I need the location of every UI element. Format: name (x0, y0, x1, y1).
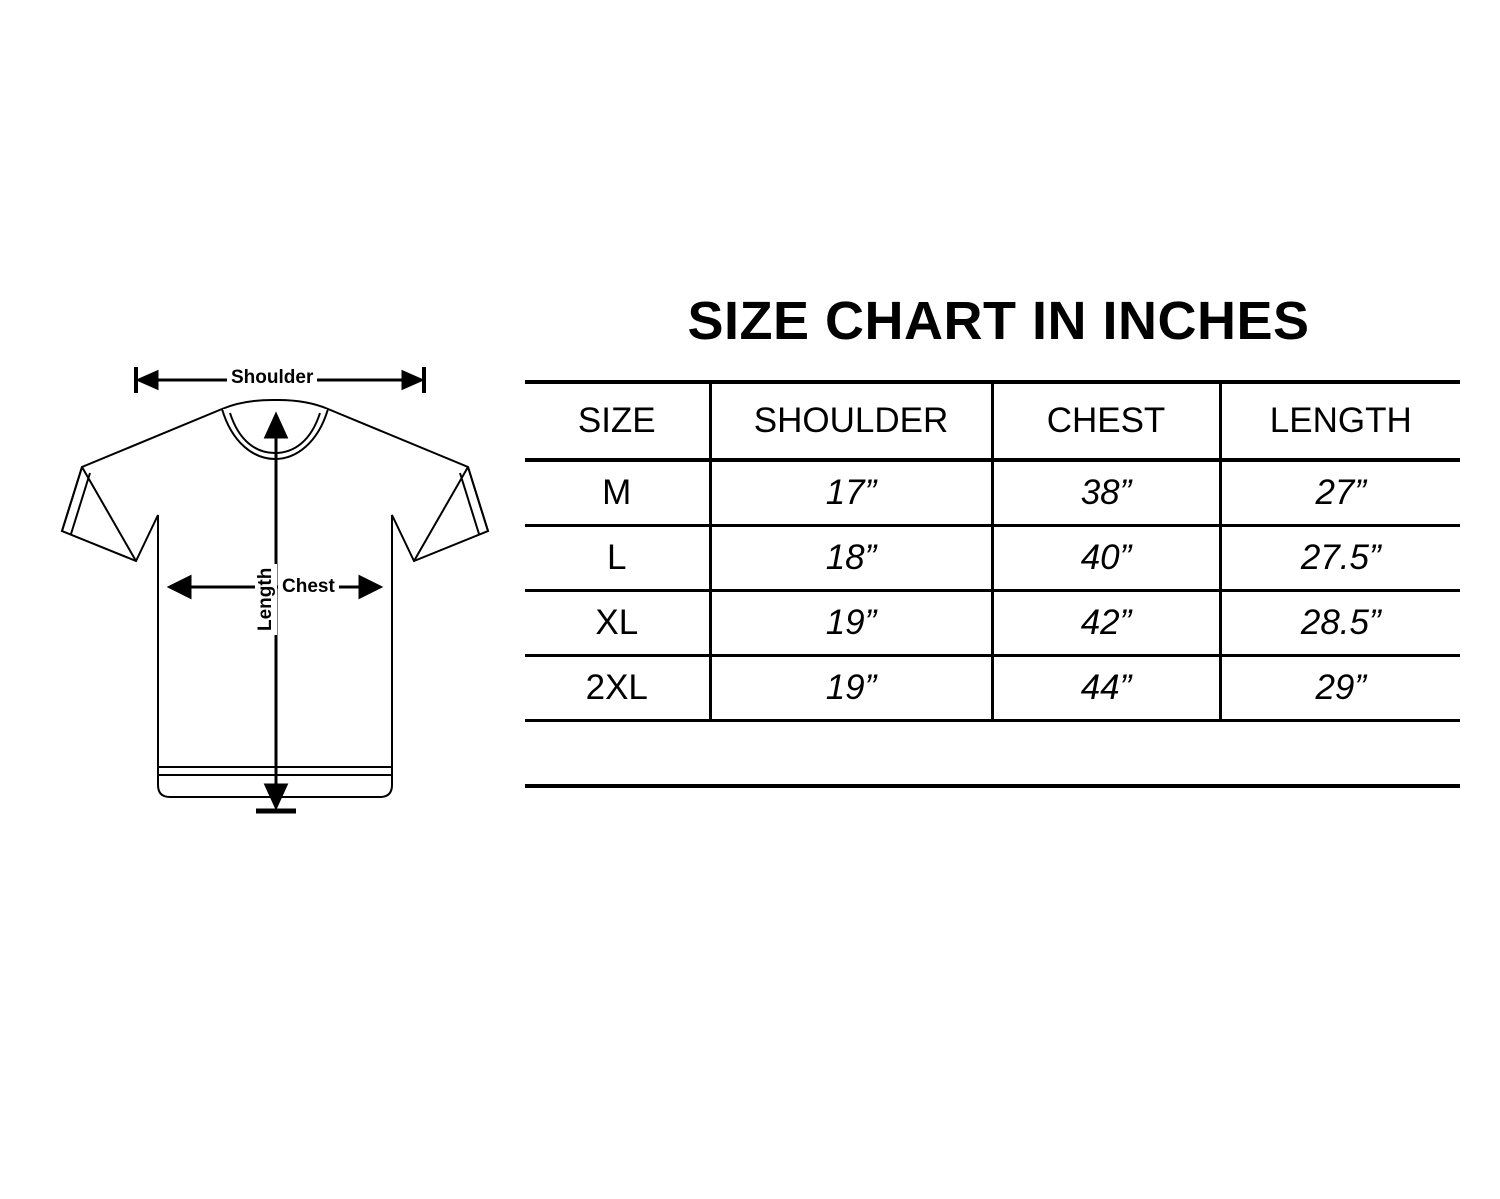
cell-shoulder: 18” (710, 526, 992, 591)
cell-shoulder: 19” (710, 591, 992, 656)
table-row (525, 460, 1460, 526)
tshirt-measurement-figure (40, 355, 510, 855)
length-label: Length (255, 564, 277, 635)
chest-label: Chest (278, 576, 339, 598)
cell-size: L (525, 526, 710, 591)
table-header (525, 382, 1460, 460)
cell-length: 29” (1220, 656, 1460, 721)
cell-chest: 40” (992, 526, 1220, 591)
cell-shoulder: 19” (710, 656, 992, 721)
shoulder-label: Shoulder (227, 367, 317, 389)
table-bottom-rule (525, 784, 1460, 788)
column-header-length: LENGTH (1220, 382, 1460, 460)
column-header-size: SIZE (525, 382, 710, 460)
cell-chest: 42” (992, 591, 1220, 656)
cell-length: 27” (1220, 460, 1460, 526)
column-header-chest: CHEST (992, 382, 1220, 460)
cell-chest: 38” (992, 460, 1220, 526)
table-row (525, 526, 1460, 591)
cell-size: M (525, 460, 710, 526)
cell-length: 28.5” (1220, 591, 1460, 656)
table-row (525, 591, 1460, 656)
table-header-row (525, 382, 1460, 460)
table-body (525, 460, 1460, 721)
cell-size: XL (525, 591, 710, 656)
column-header-shoulder: SHOULDER (710, 382, 992, 460)
table-row (525, 656, 1460, 721)
cell-shoulder: 17” (710, 460, 992, 526)
cell-size: 2XL (525, 656, 710, 721)
size-chart-table (525, 380, 1460, 722)
size-chart-panel (525, 290, 1460, 788)
chart-title: SIZE CHART IN INCHES (687, 291, 1310, 351)
cell-chest: 44” (992, 656, 1220, 721)
cell-length: 27.5” (1220, 526, 1460, 591)
